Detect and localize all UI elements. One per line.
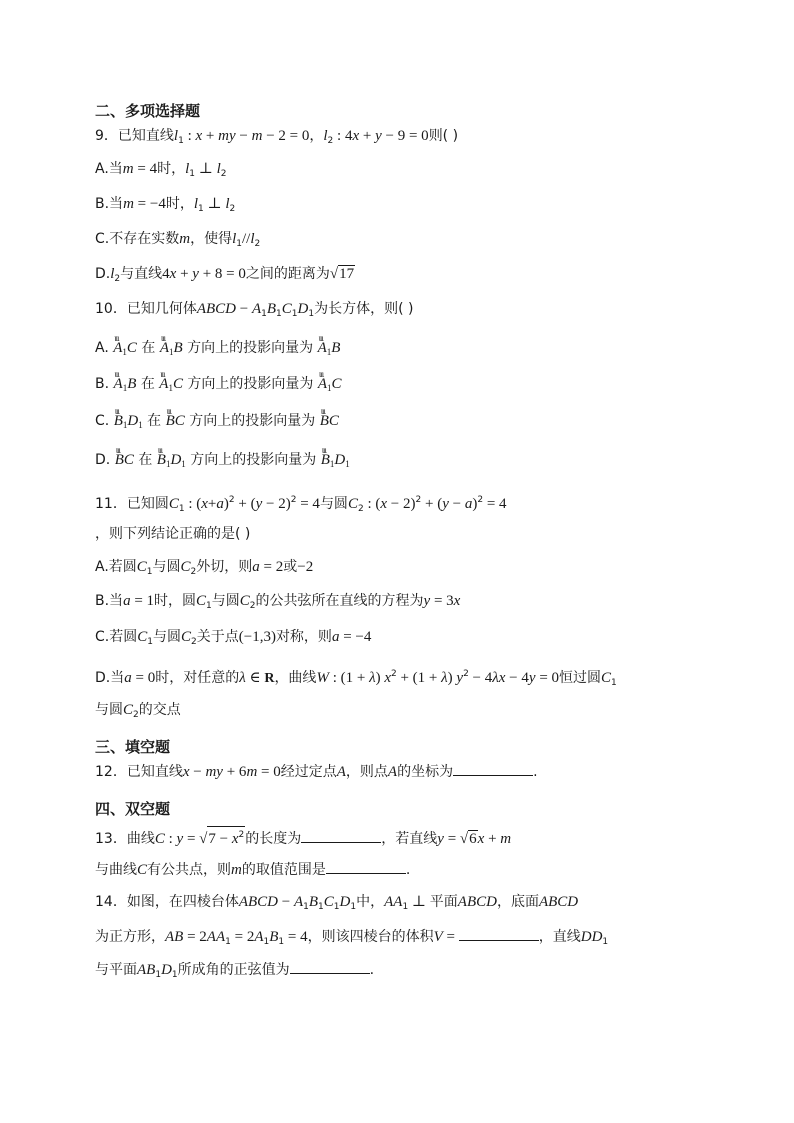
question-11-option-c: C.若圆$C_1$与圆$C_2$关于点(−1,3)对称，则a = −4 — [95, 629, 372, 647]
answer-blank[interactable] — [326, 861, 406, 874]
answer-blank[interactable] — [290, 961, 370, 974]
question-9-option-c: C.不存在实数m，使得$l_1//l_2$ — [95, 231, 261, 249]
question-10-option-c: C. ιιι $B_1D_1$ 在 ιιι BC 方向上的投影向量为 ιιι BC — [95, 411, 339, 435]
question-9-option-d: $D.l_2$与直线4x + y + 8 = 0之间的距离为√17 — [95, 266, 355, 284]
section-heading-double-blank: 四、双空题 — [95, 800, 171, 818]
question-9-option-b: B.当m = −4时，$l_1$ ⊥ $l_2$ — [95, 196, 236, 214]
answer-blank[interactable] — [453, 763, 533, 776]
question-11-option-d: D.当a = 0时，对任意的λ ∈ R，曲线W : (1 + λ) $x^2 + (1 + \lambda) y^2 - 4\lambda x - 4y = 0$恒过圆$C_1$ — [95, 669, 617, 688]
question-10-option-b: B. ιιι $A_1B$ 在 ιιι $A_1C$ 方向上的投影向量为 ιιι $A_1C$ — [95, 374, 342, 398]
question-14: 14．如图，在四棱台体ABCD − $A_1B_1C_1D_1$中，$AA_1$ ⊥ 平面ABCD，底面ABCD — [95, 894, 579, 912]
section-heading-multiple-choice: 二、多项选择题 — [95, 102, 201, 120]
section-heading-fill-in: 三、填空题 — [95, 738, 171, 756]
answer-blank[interactable] — [459, 928, 539, 941]
question-10-stem: 10．已知几何体ABCD − $A_1B_1C_1D_1$为长方体，则( ) — [95, 301, 414, 319]
question-13: 13．曲线C : $y = √7 - x^2$的长度为 ，若直线y = √6x + m — [95, 826, 511, 849]
question-11-stem: 11．已知圆$C_1$ : $(x+a)^2 + (y - 2)^2 = 4$与圆$C_2$ : $(x - 2)^2 + (y - a)^2 = 4$ — [95, 495, 507, 514]
question-9-option-a: A.当m = 4时，$l_1$ ⊥ $l_2$ — [95, 161, 227, 179]
question-11-option-a: A.若圆$C_1$与圆$C_2$外切，则a = 2或−2 — [95, 559, 314, 577]
question-14-line3: 与平面$AB_1D_1$所成角的正弦值为 . — [95, 962, 375, 980]
question-14-line2: 为正方形，AB = $2AA_1 = 2A_1B_1 = 4$，则该四棱台的体积V = ，直线$DD_1$ — [95, 929, 609, 947]
question-11-option-b: B.当a = 1时，圆$C_1$与圆$C_2$的公共弦所在直线的方程为y = 3x — [95, 593, 461, 611]
question-10-option-d: D. ιιι BC 在 ιιι $B_1D_1$ 方向上的投影向量为 ιιι $B_1D_1$ — [95, 450, 350, 474]
question-11-option-d-line2: 与圆$C_2$的交点 — [95, 702, 181, 720]
question-12: 12．已知直线x − my + 6m = 0经过定点A，则点A的坐标为 . — [95, 764, 538, 780]
answer-blank[interactable] — [301, 830, 381, 843]
question-11-stem-line2: ，则下列结论正确的是( ) — [95, 526, 251, 542]
question-9-stem: 9．已知直线$l_1$ : x + my − m − 2 = 0，$l_2$ : 4x + y − 9 = 0则( ) — [95, 128, 459, 146]
question-13-line2: 与曲线C有公共点，则m的取值范围是 . — [95, 862, 411, 878]
question-10-option-a: A. ιιι $A_1C$ 在 ιιι $A_1B$ 方向上的投影向量为 ιιι $A_1B$ — [95, 338, 340, 362]
